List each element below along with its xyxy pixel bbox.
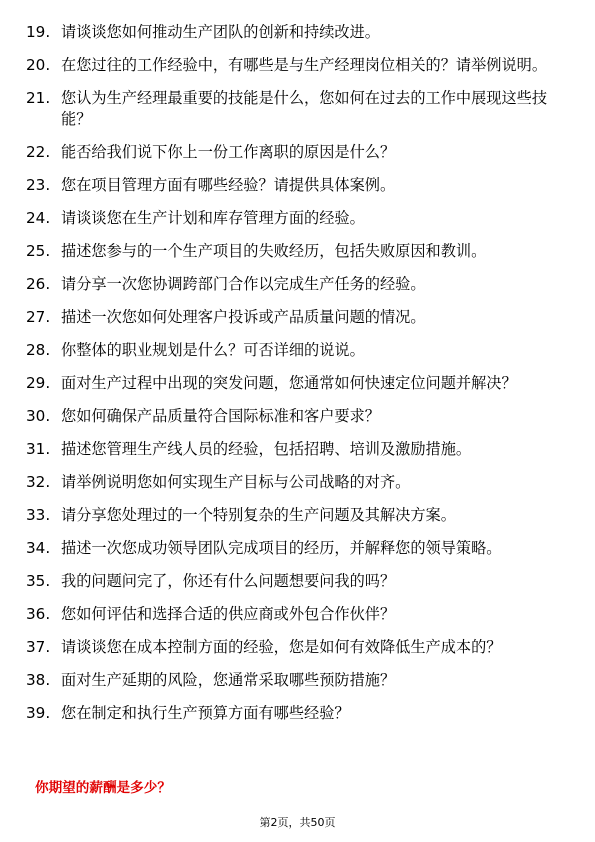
- question-item: [26, 274, 571, 295]
- question-text: 请分享您处理过的一个特别复杂的生产问题及其解决方案。: [61, 506, 456, 524]
- question-number: 36.: [26, 605, 51, 623]
- page-number-footer: 第2页，共50页: [259, 816, 336, 829]
- question-item: [26, 472, 571, 493]
- question-number: 28.: [26, 341, 51, 359]
- question-text: 您在项目管理方面有哪些经验？请提供具体案例。: [61, 176, 396, 194]
- question-text: 描述一次您成功领导团队完成项目的经历，并解释您的领导策略。: [61, 539, 502, 557]
- question-number: 20.: [26, 56, 51, 74]
- question-item: [26, 505, 571, 526]
- question-item: [26, 241, 571, 262]
- question-item: [26, 340, 571, 361]
- question-text: 在您过往的工作经验中，有哪些是与生产经理岗位相关的？请举例说明。: [61, 56, 547, 74]
- question-number: 26.: [26, 275, 51, 293]
- question-item: [26, 637, 571, 658]
- question-number: 35.: [26, 572, 51, 590]
- question-text: 面对生产延期的风险，您通常采取哪些预防措施？: [61, 671, 396, 689]
- question-item: [26, 373, 571, 394]
- question-text: 请谈谈您在生产计划和库存管理方面的经验。: [61, 209, 365, 227]
- question-number: 31.: [26, 440, 51, 458]
- question-list: [26, 22, 571, 736]
- question-item: [26, 88, 571, 130]
- question-text: 能否给我们说下你上一份工作离职的原因是什么？: [61, 143, 396, 161]
- question-number: 30.: [26, 407, 51, 425]
- question-text: 您认为生产经理最重要的技能是什么，您如何在过去的工作中展现这些技能？: [61, 89, 547, 128]
- question-text: 您在制定和执行生产预算方面有哪些经验？: [61, 704, 350, 722]
- question-text: 你整体的职业规划是什么？可否详细的说说。: [61, 341, 365, 359]
- question-item: [26, 406, 571, 427]
- question-number: 39.: [26, 704, 51, 722]
- question-item: [26, 670, 571, 691]
- question-item: [26, 55, 571, 76]
- question-text: 描述一次您如何处理客户投诉或产品质量问题的情况。: [61, 308, 426, 326]
- question-text: 描述您参与的一个生产项目的失败经历，包括失败原因和教训。: [61, 242, 487, 260]
- question-item: [26, 307, 571, 328]
- question-number: 32.: [26, 473, 51, 491]
- question-number: 19.: [26, 23, 51, 41]
- question-text: 您如何确保产品质量符合国际标准和客户要求？: [61, 407, 380, 425]
- question-item: [26, 604, 571, 625]
- question-item: [26, 538, 571, 559]
- question-text: 面对生产过程中出现的突发问题，您通常如何快速定位问题并解决？: [61, 374, 517, 392]
- question-item: [26, 439, 571, 460]
- question-text: 我的问题问完了，你还有什么问题想要问我的吗？: [61, 572, 396, 590]
- question-item: [26, 208, 571, 229]
- question-text: 请谈谈您如何推动生产团队的创新和持续改进。: [61, 23, 380, 41]
- question-number: 25.: [26, 242, 51, 260]
- question-item: [26, 703, 571, 724]
- question-text: 请分享一次您协调跨部门合作以完成生产任务的经验。: [61, 275, 426, 293]
- question-number: 33.: [26, 506, 51, 524]
- question-text: 描述您管理生产线人员的经验，包括招聘、培训及激励措施。: [61, 440, 472, 458]
- question-number: 27.: [26, 308, 51, 326]
- question-number: 24.: [26, 209, 51, 227]
- closing-question: 你期望的薪酬是多少？: [35, 780, 171, 796]
- question-number: 29.: [26, 374, 51, 392]
- question-item: [26, 571, 571, 592]
- question-number: 37.: [26, 638, 51, 656]
- question-number: 38.: [26, 671, 51, 689]
- question-number: 22.: [26, 143, 51, 161]
- question-text: 请举例说明您如何实现生产目标与公司战略的对齐。: [61, 473, 411, 491]
- question-item: [26, 175, 571, 196]
- question-text: 请谈谈您在成本控制方面的经验，您是如何有效降低生产成本的？: [61, 638, 502, 656]
- question-number: 34.: [26, 539, 51, 557]
- question-item: [26, 22, 571, 43]
- question-number: 23.: [26, 176, 51, 194]
- question-number: 21.: [26, 89, 51, 107]
- question-item: [26, 142, 571, 163]
- question-text: 您如何评估和选择合适的供应商或外包合作伙伴？: [61, 605, 396, 623]
